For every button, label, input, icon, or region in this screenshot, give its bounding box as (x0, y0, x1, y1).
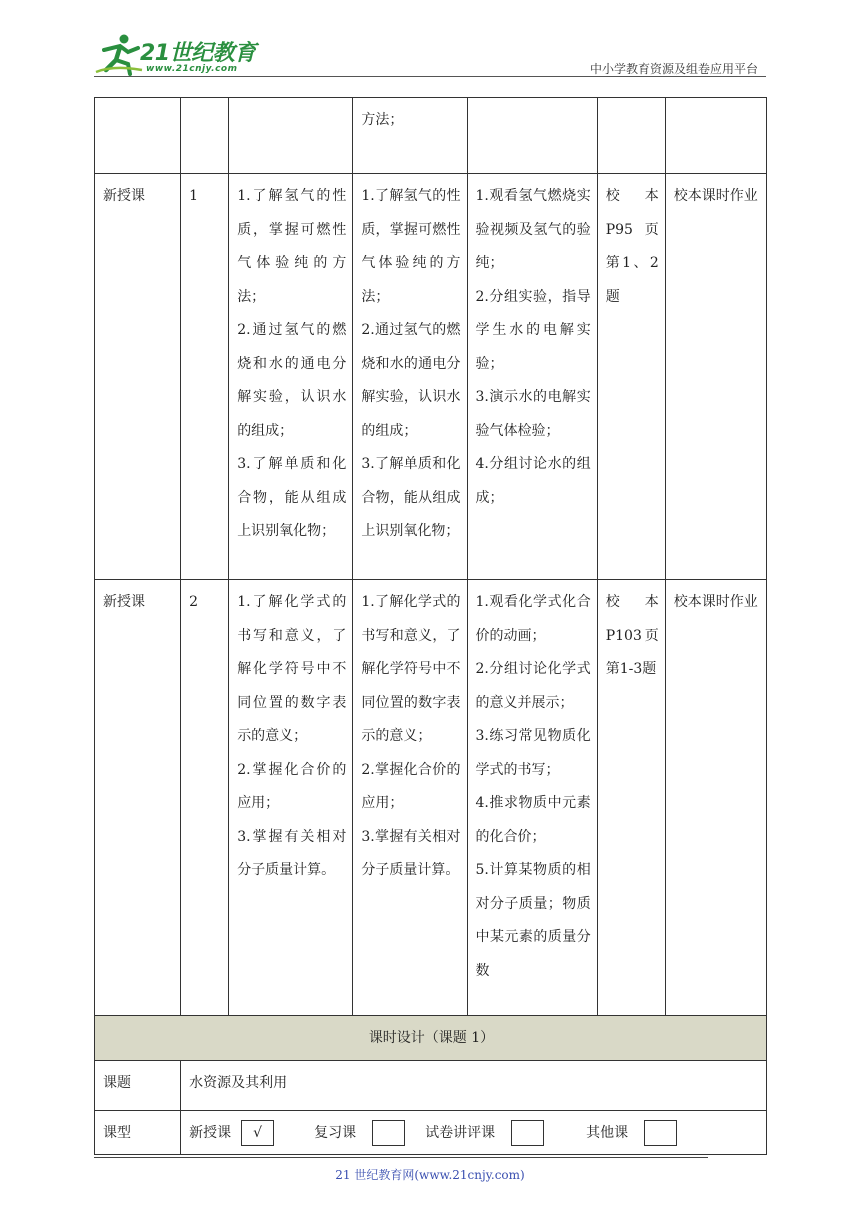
lesson-type: 新授课 (95, 580, 181, 1016)
homework: 校本课时作业 (665, 580, 766, 1016)
topic-label: 课题 (95, 1060, 181, 1110)
teaching-goals: 1.了解氢气的性质，掌握可燃性气体验纯的方法； 2.通过氢气的燃烧和水的通电分解实验，认识水的组成； 3.了解单质和化合物，能从组成上识别氧化物； (229, 174, 353, 580)
key-points: 1.了解氢气的性质，掌握可燃性气体验纯的方法； 2.通过氢气的燃烧和水的通电分解实验，认识水的组成； 3.了解单质和化合物，能从组成上识别氧化物； (353, 174, 467, 580)
activities: 1.观看化学式化合价的动画； 2.分组讨论化学式的意义并展示； 3.练习常见物质化学式的书写； 4.推求物质中元素的化合价； 5.计算某物质的相对分子质量；物质中某元素的质量分数 (467, 580, 597, 1016)
logo (94, 32, 264, 76)
page-header (94, 30, 766, 76)
page-footer: 21 世纪教育网(www.21cnjy.com) (335, 1168, 525, 1182)
teaching-goals: 1.了解化学式的书写和意义，了解化学符号中不同位置的数字表示的意义； 2.掌握化合价的应用； 3.掌握有关相对分子质量计算。 (229, 580, 353, 1016)
footer-divider (94, 1157, 708, 1158)
lesson-table (94, 97, 767, 1155)
option-checkbox[interactable] (644, 1120, 677, 1146)
option-checkbox[interactable] (511, 1120, 544, 1146)
table-cell (665, 98, 766, 174)
logo-url: www.21cnjy.com (146, 64, 238, 74)
homework: 校本课时作业 (665, 174, 766, 580)
option-label: 试卷讲评课 (425, 1124, 496, 1141)
lesson-type-label: 课型 (95, 1110, 181, 1155)
table-row (95, 174, 767, 580)
lesson-type: 新授课 (95, 174, 181, 580)
option-label: 新授课 (189, 1124, 232, 1141)
key-points: 1.了解化学式的书写和意义，了解化学符号中不同位置的数字表示的意义； 2.掌握化合价的应用； 3.掌握有关相对分子质量计算。 (353, 580, 467, 1016)
option-label: 复习课 (314, 1124, 357, 1141)
table-cell: 方法； (353, 98, 467, 174)
table-row (95, 1016, 767, 1061)
table-cell (181, 98, 229, 174)
activities: 1.观看氢气燃烧实验视频及氢气的验纯； 2.分组实验，指导学生水的电解实验； 3.演示水的电解实验气体检验； 4.分组讨论水的组成； (467, 174, 597, 580)
runner-icon (94, 32, 144, 76)
table-row (95, 1060, 767, 1110)
platform-name: 中小学教育资源及组卷应用平台 (589, 62, 758, 76)
topic-value: 水资源及其利用 (181, 1060, 767, 1110)
option-checkbox[interactable] (372, 1120, 405, 1146)
logo-text: 21世纪教育 (140, 41, 256, 66)
table-row (95, 580, 767, 1016)
table-cell (229, 98, 353, 174)
header-divider (94, 76, 766, 77)
section-banner: 课时设计（课题 1） (95, 1016, 767, 1061)
table-cell (95, 98, 181, 174)
exercise: 校本P95页第1、2题 (597, 174, 665, 580)
lesson-count: 1 (181, 174, 229, 580)
lesson-count: 2 (181, 580, 229, 1016)
table-row (95, 98, 767, 174)
option-label: 其他课 (586, 1124, 629, 1141)
table-cell (597, 98, 665, 174)
option-checkbox[interactable]: √ (241, 1120, 274, 1146)
table-row (95, 1110, 767, 1155)
exercise: 校本P103页第1-3题 (597, 580, 665, 1016)
lesson-type-options (181, 1110, 767, 1155)
table-cell (467, 98, 597, 174)
